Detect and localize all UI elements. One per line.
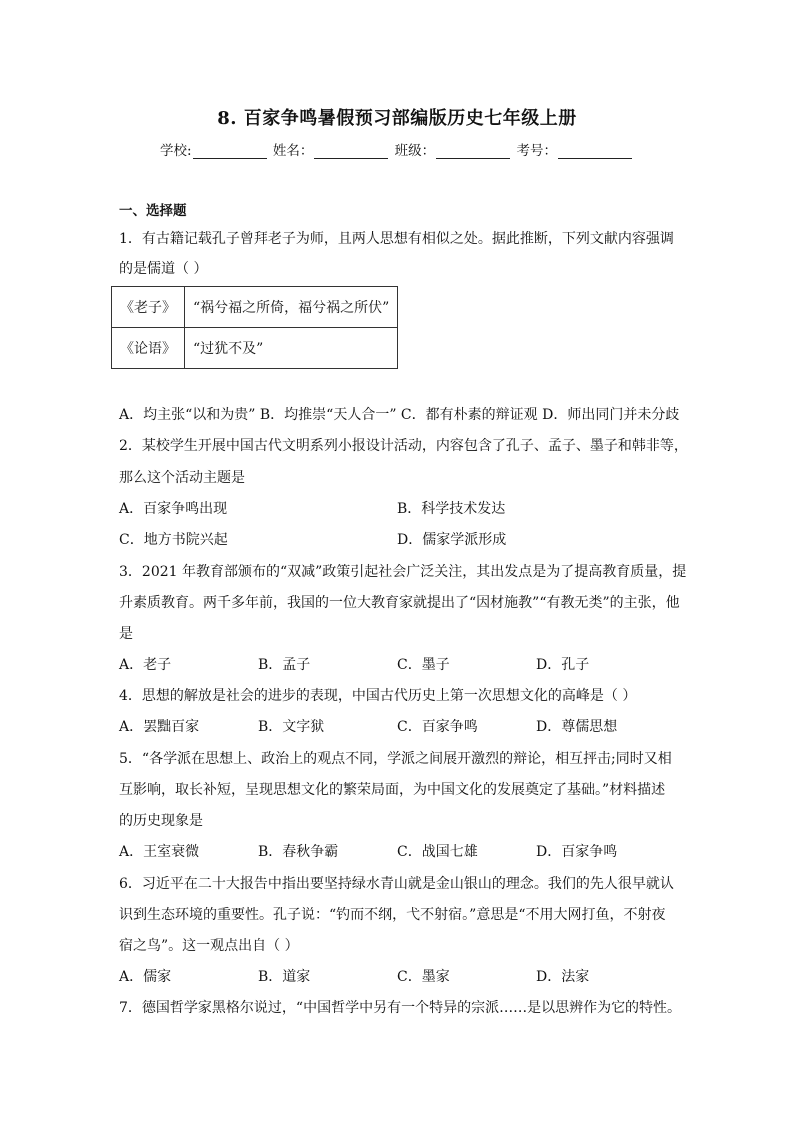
q3-option-c: C．墨子 — [397, 657, 450, 673]
q6-stem-line3: 宿之鸟”。这一观点出自（ ） — [119, 938, 299, 954]
table-cell-book: 《老子》 — [112, 287, 185, 328]
q1-stem-line1: 1．有古籍记载孔子曾拜老子为师，且两人思想有相似之处。据此推断，下列文献内容强调 — [119, 231, 674, 247]
q5-option-a: A．王室衰微 — [119, 844, 200, 860]
q1-quote-table — [111, 286, 398, 369]
q3-stem-line3: 是 — [119, 626, 133, 642]
q3-option-a: A．老子 — [119, 657, 172, 673]
q7-stem-line1: 7．德国哲学家黑格尔说过，“中国哲学中另有一个特异的宗派……是以思辨作为它的特性。 — [119, 1000, 682, 1016]
name-blank[interactable] — [314, 144, 388, 159]
q5-stem-line1: 5．“各学派在思想上、政治上的观点不同，学派之间展开激烈的辩论，相互抨击;同时又相 — [119, 751, 672, 767]
q2-option-b: B．科学技术发达 — [397, 501, 506, 517]
q6-stem-line1: 6．习近平在二十大报告中指出要坚持绿水青山就是金山银山的理念。我们的先人很早就认 — [119, 876, 674, 892]
student-info-line — [0, 139, 794, 159]
class-blank[interactable] — [436, 144, 510, 159]
table-row — [112, 328, 398, 369]
school-blank[interactable] — [193, 144, 267, 159]
q5-option-d: D．百家争鸣 — [536, 844, 618, 860]
q1-options: A．均主张“以和为贵” B．均推崇“天人合一” C．都有朴素的辩证观 D．师出同门并未分歧 — [119, 407, 680, 423]
q6-option-a: A．儒家 — [119, 969, 172, 985]
q6-stem-line2: 识到生态环境的重要性。孔子说：“钓而不纲，弋不射宿。”意思是“不用大网打鱼，不射夜 — [119, 907, 666, 923]
table-row — [112, 287, 398, 328]
q5-stem-line2: 互影响，取长补短，呈现思想文化的繁荣局面，为中国文化的发展奠定了基础。”材料描述 — [119, 782, 666, 798]
school-label: 学校: — [160, 143, 192, 159]
q5-option-b: B．春秋争霸 — [258, 844, 339, 860]
name-label: 姓名： — [272, 143, 314, 159]
document-title: 8. 百家争鸣暑假预习部编版历史七年级上册 — [217, 108, 577, 129]
q4-option-b: B．文字狱 — [258, 719, 325, 735]
exam-number-label: 考号： — [516, 143, 557, 159]
q6-option-b: B．道家 — [258, 969, 311, 985]
exam-number-blank[interactable] — [558, 144, 632, 159]
q2-stem-line1: 2．某校学生开展中国古代文明系列小报设计活动，内容包含了孔子、孟子、墨子和韩非等， — [119, 438, 688, 454]
section-heading: 一、选择题 — [119, 203, 187, 219]
q6-option-d: D．法家 — [536, 969, 590, 985]
q1-stem-line2: 的是儒道（ ） — [119, 261, 208, 277]
q5-option-c: C．战国七雄 — [397, 844, 478, 860]
class-label: 班级： — [394, 143, 436, 159]
q2-stem-line2: 那么这个活动主题是 — [119, 470, 245, 486]
q2-option-a: A．百家争鸣出现 — [119, 501, 228, 517]
q3-stem-line1: 3．2021 年教育部颁布的“双减”政策引起社会广泛关注，其出发点是为了提高教育质量，提 — [119, 564, 687, 580]
q3-option-b: B．孟子 — [258, 657, 311, 673]
q6-option-c: C．墨家 — [397, 969, 450, 985]
q3-stem-line2: 升素质教育。两千多年前，我国的一位大教育家就提出了“因材施教”“有教无类”的主张，他 — [119, 595, 680, 611]
table-cell-quote: “过犹不及” — [185, 328, 398, 369]
table-cell-quote: “祸兮福之所倚，福兮祸之所伏” — [185, 287, 398, 328]
q3-option-d: D．孔子 — [536, 657, 590, 673]
q4-stem-line1: 4．思想的解放是社会的进步的表现，中国古代历史上第一次思想文化的高峰是（ ） — [119, 688, 637, 704]
q4-option-c: C．百家争鸣 — [397, 719, 478, 735]
q2-option-d: D．儒家学派形成 — [397, 532, 507, 548]
q2-option-c: C．地方书院兴起 — [119, 532, 228, 548]
table-cell-book: 《论语》 — [112, 328, 185, 369]
q5-stem-line3: 的历史现象是 — [119, 813, 203, 829]
q4-option-a: A．罢黜百家 — [119, 719, 200, 735]
q4-option-d: D．尊儒思想 — [536, 719, 618, 735]
